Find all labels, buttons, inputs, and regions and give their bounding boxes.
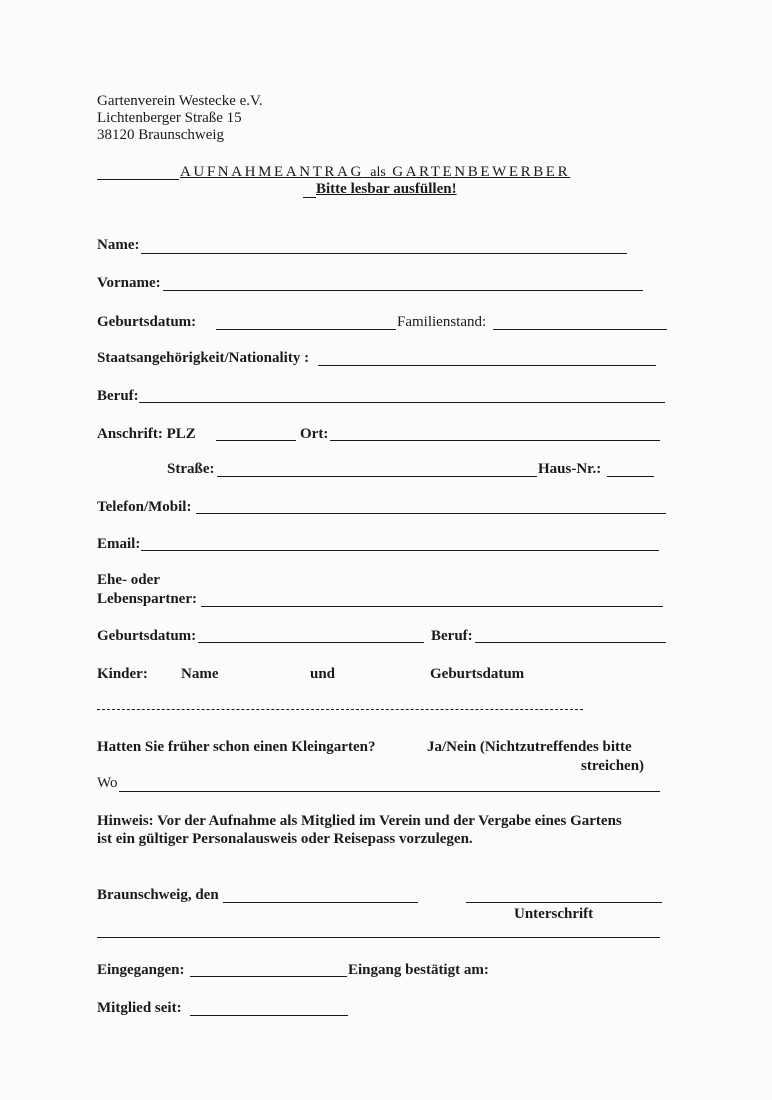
ort-field[interactable]: [330, 440, 660, 441]
form-title: AUFNAHMEANTRAG als GARTENBEWERBER: [180, 164, 571, 180]
beruf-label: Beruf:: [97, 388, 139, 404]
partner-beruf-label: Beruf:: [431, 628, 473, 644]
vorname-label: Vorname:: [97, 275, 161, 291]
kleingarten-answer-line2: streichen): [581, 758, 645, 774]
telefon-field[interactable]: [196, 513, 666, 514]
kinder-und-label: und: [310, 666, 336, 682]
kleingarten-answer-line1[interactable]: Ja/Nein (Nichtzutreffendes bitte: [427, 739, 632, 755]
telefon-label: Telefon/Mobil:: [97, 499, 192, 515]
hinweis-line2: ist ein gültiger Personalausweis oder Reisepass vorzulegen.: [97, 831, 473, 847]
name-label: Name:: [97, 237, 140, 253]
title-left-rule: [97, 179, 179, 180]
strasse-field[interactable]: [217, 476, 537, 477]
wo-label: Wo: [97, 775, 118, 791]
vorname-field[interactable]: [163, 290, 643, 291]
familienstand-field[interactable]: [493, 329, 667, 330]
office-separator: [97, 937, 660, 938]
partner-beruf-field[interactable]: [475, 642, 666, 643]
hausnr-label: Haus-Nr.:: [538, 461, 602, 477]
partner-label-line2: Lebenspartner:: [97, 591, 197, 607]
plz-label: Anschrift: PLZ: [97, 426, 196, 442]
signature-field[interactable]: [466, 902, 662, 903]
eingegangen-label: Eingegangen:: [97, 962, 185, 978]
eingang-bestaetigt-label: Eingang bestätigt am:: [348, 962, 489, 978]
geburtsdatum-label: Geburtsdatum:: [97, 314, 197, 330]
partner-geburtsdatum-field[interactable]: [198, 642, 424, 643]
wo-field[interactable]: [119, 791, 660, 792]
mitglied-seit-label: Mitglied seit:: [97, 1000, 182, 1016]
dashed-separator: [97, 709, 583, 710]
subtitle-left-rule: [303, 197, 316, 198]
geburtsdatum-field[interactable]: [216, 329, 396, 330]
date-field[interactable]: [223, 902, 418, 903]
strasse-label: Straße:: [167, 461, 215, 477]
eingegangen-field[interactable]: [190, 976, 347, 977]
hinweis-line1: Hinweis: Vor der Aufnahme als Mitglied im Verein und der Vergabe eines Gartens: [97, 813, 622, 829]
org-name: Gartenverein Westecke e.V.: [97, 93, 263, 109]
familienstand-label: Familienstand:: [397, 314, 487, 330]
beruf-field[interactable]: [139, 402, 665, 403]
email-label: Email:: [97, 536, 141, 552]
kleingarten-question: Hatten Sie früher schon einen Kleingarten?: [97, 739, 376, 755]
form-subtitle: Bitte lesbar ausfüllen!: [316, 181, 457, 197]
kinder-label: Kinder:: [97, 666, 148, 682]
partner-field[interactable]: [201, 606, 663, 607]
plz-field[interactable]: [216, 440, 296, 441]
org-street: Lichtenberger Straße 15: [97, 110, 242, 126]
partner-geburtsdatum-label: Geburtsdatum:: [97, 628, 197, 644]
name-field[interactable]: [141, 253, 627, 254]
email-field[interactable]: [141, 550, 659, 551]
kinder-name-label: Name: [181, 666, 219, 682]
ort-label: Ort:: [300, 426, 329, 442]
nationality-field[interactable]: [318, 365, 656, 366]
mitglied-seit-field[interactable]: [190, 1015, 348, 1016]
partner-label-line1: Ehe- oder: [97, 572, 160, 588]
place-date-label: Braunschweig, den: [97, 887, 219, 903]
kinder-geburtsdatum-label: Geburtsdatum: [430, 666, 525, 682]
hausnr-field[interactable]: [607, 476, 654, 477]
nationality-label: Staatsangehörigkeit/Nationality :: [97, 350, 310, 366]
org-city: 38120 Braunschweig: [97, 127, 225, 143]
signature-label: Unterschrift: [514, 906, 594, 922]
